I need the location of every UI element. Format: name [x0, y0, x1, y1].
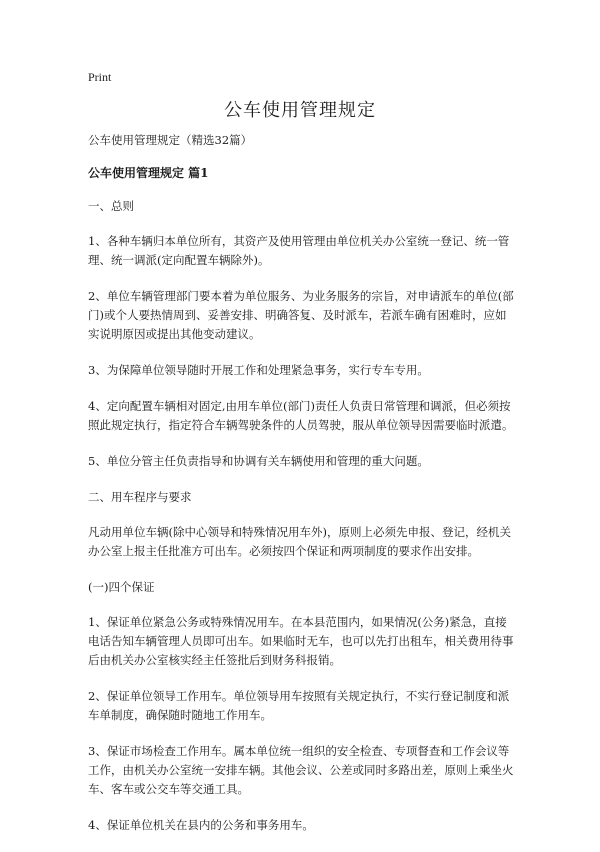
- document-subtitle: 公车使用管理规定（精选32篇）: [88, 133, 253, 147]
- section-heading: 公车使用管理规定 篇1: [88, 166, 209, 180]
- print-link[interactable]: Print: [88, 70, 112, 84]
- heading-four-guarantees: (一)四个保证: [88, 580, 155, 594]
- paragraph-procedure: 凡动用单位车辆(除中心领导和特殊情况用车外)，原则上必须先申报、登记，经机关办公室上报主任批准方可出车。必须按四个保证和两项制度的要求作出安排。: [88, 525, 511, 558]
- paragraph-4: 4、定向配置车辆相对固定,由用车单位(部门)责任人负责日常管理和调派，但必须按照此规定执行，指定符合车辆驾驶条件的人员驾驶，服从单位领导因需要临时派遣。: [88, 399, 514, 432]
- paragraph-1: 1、各种车辆归本单位所有，其资产及使用管理由单位机关办公室统一登记、统一管理、统一调派(定向配置车辆除外)。: [88, 234, 510, 267]
- heading-general: 一、总则: [88, 199, 134, 213]
- guarantee-1: 1、保证单位紧急公务或特殊情况用车。在本县范围内，如果情况(公务)紧急，直接电话告知车辆管理人员即可出车。如果临时无车，也可以先打出租车，相关费用待事后由机关办公室核实经主任签批后到财务科报销。: [88, 615, 514, 667]
- heading-procedure: 二、用车程序与要求: [88, 490, 192, 504]
- guarantee-3: 3、保证市场检查工作用车。属本单位统一组织的安全检查、专项督查和工作会议等工作，由机关办公室统一安排车辆。其他会议、公差或同时多路出差，原则上乘坐火车、客车或公交车等交通工具。: [88, 744, 514, 796]
- document-body: [88, 131, 516, 852]
- paragraph-5: 5、单位分管主任负责指导和协调有关车辆使用和管理的重大问题。: [88, 454, 429, 468]
- guarantee-4: 4、保证单位机关在县内的公务和事务用车。: [88, 818, 314, 832]
- guarantee-2: 2、保证单位领导工作用车。单位领导用车按照有关规定执行，不实行登记制度和派车单制度，确保随时随地工作用车。: [88, 689, 510, 722]
- paragraph-3: 3、为保障单位领导随时开展工作和处理紧急事务，实行专车专用。: [88, 363, 429, 377]
- paragraph-2: 2、单位车辆管理部门要本着为单位服务、为业务服务的宗旨，对申请派车的单位(部门)或个人要热情周到、妥善安排、明确答复、及时派车，若派车确有困难时，应如实说明原因或提出其他变动建议。: [88, 289, 514, 341]
- page-title: 公车使用管理规定: [224, 100, 376, 121]
